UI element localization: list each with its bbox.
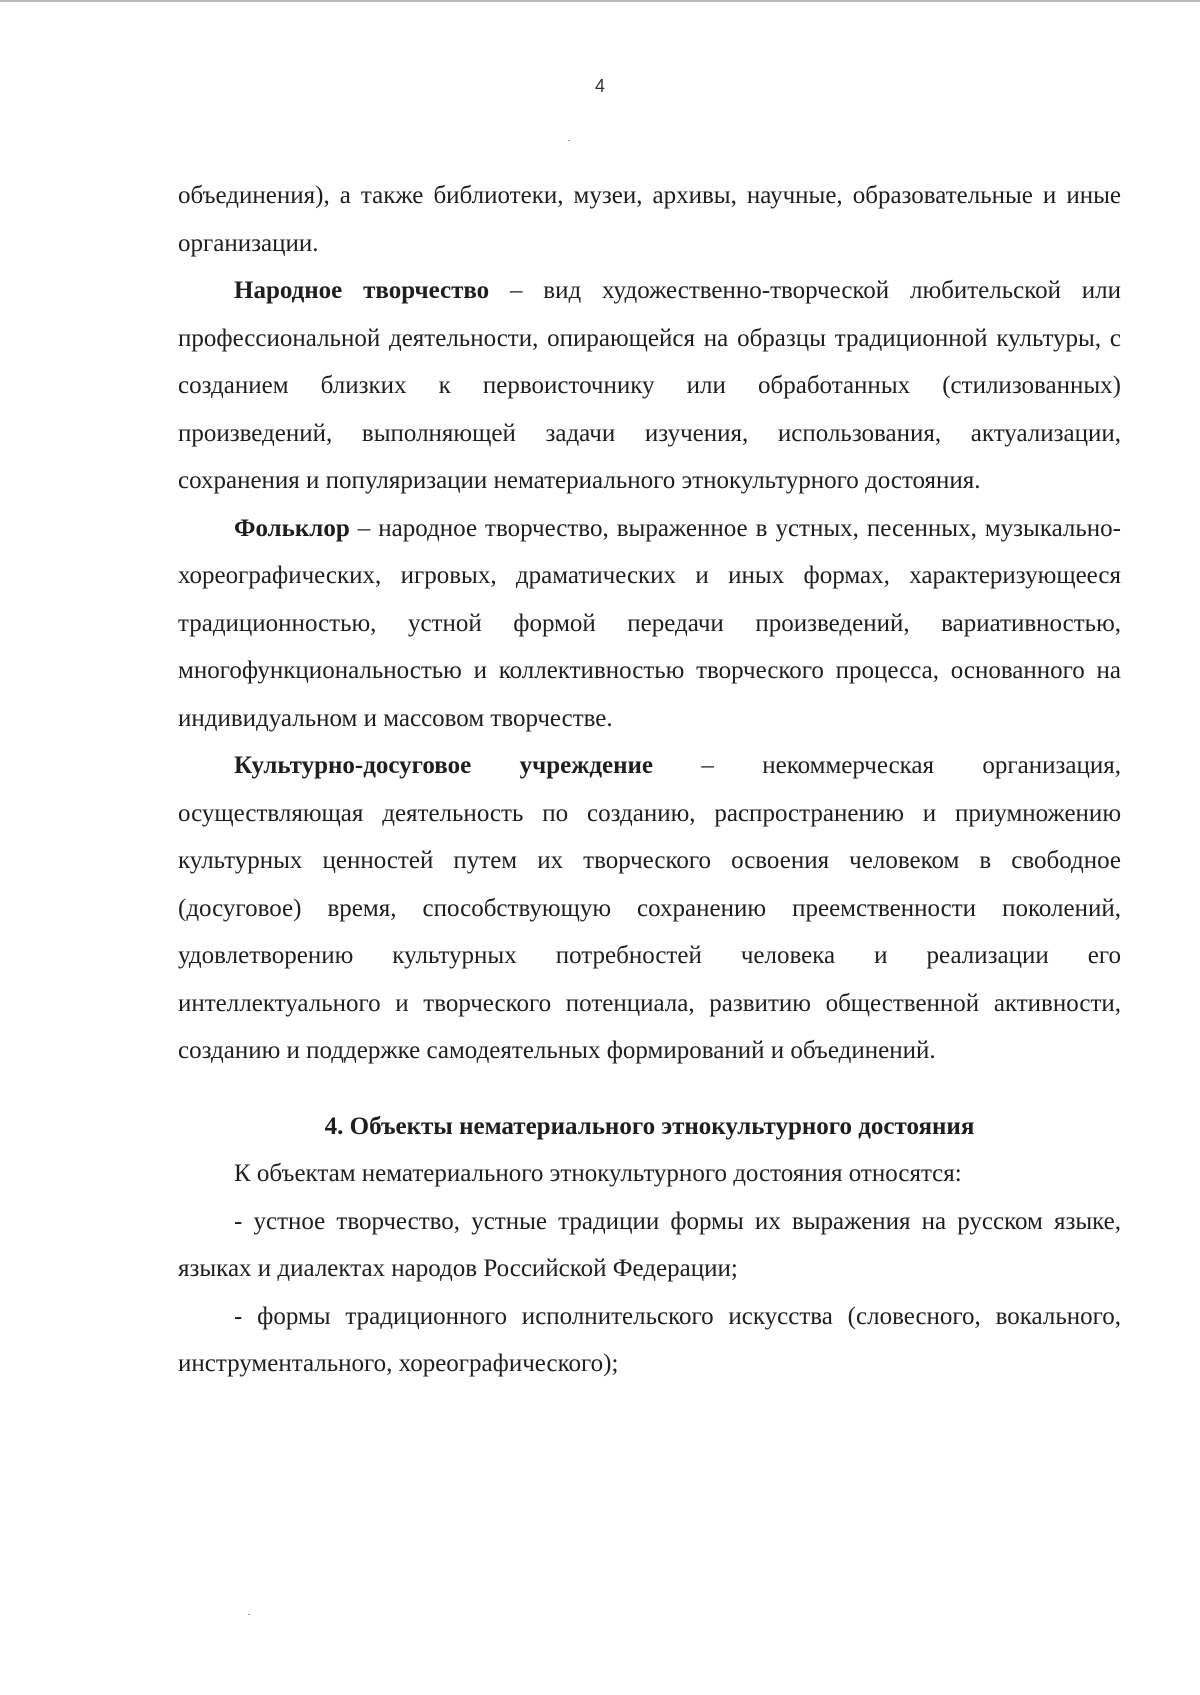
term-dash: – xyxy=(652,752,763,779)
paragraph-definition-folk-art xyxy=(178,267,1121,505)
paragraph-text: объединения), а также библиотеки, музеи, архивы, научные, образовательные и иные организации. xyxy=(178,182,1121,257)
paragraph-definition-folklore xyxy=(178,505,1121,743)
paragraph-definition-cultural-institution xyxy=(178,742,1121,1075)
definition-text: вид художественно-творческой любительской или профессиональной деятельности, опирающейся на образцы традиционной культуры, с созданием близких к первоисточнику или обработанных (стилизованных) произведений, выполняющей задачи изучения, использования, актуализации, сохранения и популяризации нематериального этнокультурного достояния. xyxy=(178,277,1122,494)
section-intro: К объектам нематериального этнокультурного достояния относятся: xyxy=(234,1160,962,1187)
list-item: - формы традиционного исполнительского искусства (словесного, вокального, инструментального, хореографического); xyxy=(178,1302,1121,1377)
document-body xyxy=(178,172,1121,1388)
paragraph-continuation xyxy=(178,172,1121,267)
list-item: - устное творчество, устные традиции формы их выражения на русском языке, языках и диалектах народов Российской Федерации; xyxy=(178,1207,1121,1282)
defined-term: Культурно-досуговое учреждение xyxy=(234,752,653,779)
section-heading: 4. Объекты нематериального этнокультурного достояния xyxy=(324,1112,975,1140)
term-dash: – xyxy=(349,514,379,542)
term-dash: – xyxy=(489,277,544,304)
definition-text: народное творчество, выраженное в устных, песенных, музыкально-хореографических, игровых, драматических и иных формах, характеризующееся традиционностью, устной формой передачи произведений, вариативностью, многофункциональностью и коллективностью творческого процесса, основанного на индивидуальном и массовом творчестве. xyxy=(178,514,1122,732)
definition-text: некоммерческая организация, осуществляющая деятельность по созданию, распространению и приумножению культурных ценностей путем их творческого освоения человеком в свободное (досуговое) время, способствующую сохранению преемственности поколений, удовлетворению культурных потребностей человека и реализации его интеллектуального и творческого потенциала, развитию общественной активности, созданию и поддержке самодеятельных формирований и объединений. xyxy=(178,752,1122,1064)
defined-term: Фольклор xyxy=(234,514,350,542)
scan-speck xyxy=(248,1614,250,1615)
defined-term: Народное творчество xyxy=(234,277,490,304)
scan-speck xyxy=(568,140,570,141)
page-number: 4 xyxy=(594,76,605,96)
